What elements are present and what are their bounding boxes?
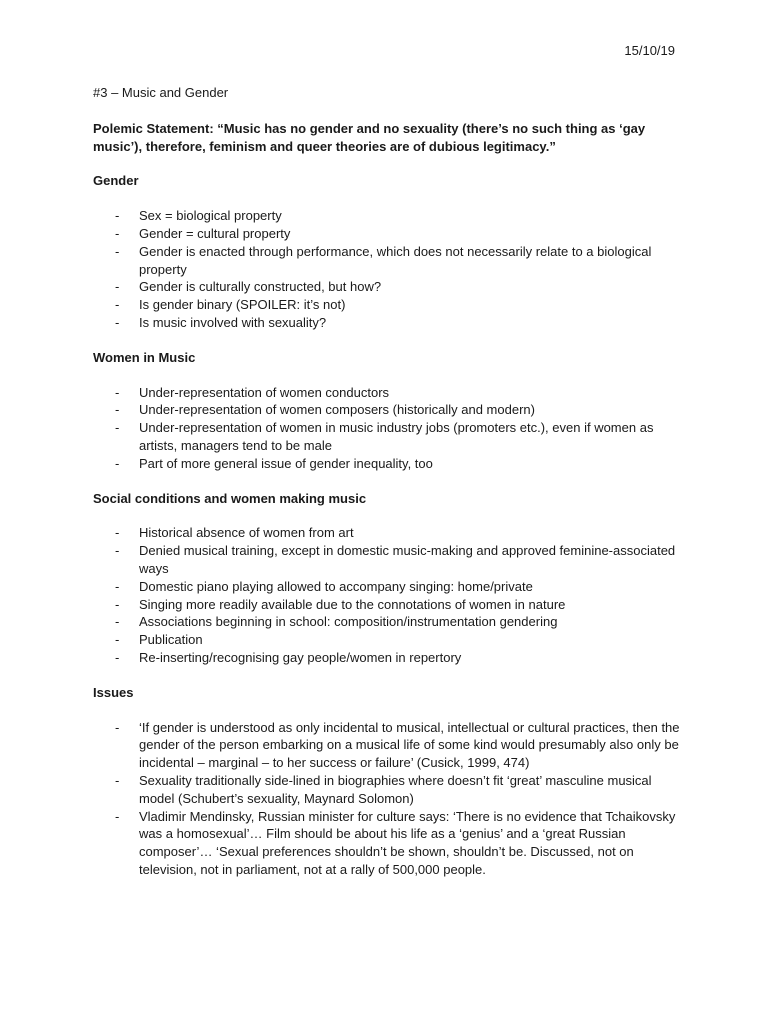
list-item-text: Singing more readily available due to the connotations of women in nature [139, 596, 566, 612]
list-item-text: Gender is enacted through performance, which does not necessarily relate to a biological property [139, 243, 652, 277]
list-item [93, 243, 683, 279]
list-item [93, 631, 683, 649]
list-item [93, 384, 683, 402]
dash-bullet-icon: - [115, 279, 120, 295]
section-heading: Social conditions and women making music [93, 490, 367, 506]
list-item [93, 314, 683, 332]
dash-bullet-icon: - [115, 208, 120, 224]
list-item-text: Sexuality traditionally side-lined in biographies where doesn’t fit ‘great’ masculine musical model (Schubert’s sexuality, Maynard Solomon) [139, 772, 652, 806]
section-heading: Women in Music [93, 349, 196, 365]
list-item-text: Is music involved with sexuality? [139, 314, 327, 330]
dash-bullet-icon: - [115, 772, 120, 788]
list-item [93, 596, 683, 614]
bullet-list [93, 719, 683, 879]
list-item [93, 542, 683, 578]
document-title: #3 – Music and Gender [93, 85, 229, 100]
list-item [93, 207, 683, 225]
dash-bullet-icon: - [115, 402, 120, 418]
list-item [93, 772, 683, 808]
dash-bullet-icon: - [115, 632, 120, 648]
dash-bullet-icon: - [115, 420, 120, 436]
document-page [93, 38, 683, 879]
list-item [93, 296, 683, 314]
section-heading: Issues [93, 684, 134, 700]
dash-bullet-icon: - [115, 614, 120, 630]
list-item-text: Denied musical training, except in domestic music-making and approved feminine-associated ways [139, 543, 676, 576]
bullet-list [93, 207, 683, 332]
list-item-text: Vladimir Mendinsky, Russian minister for culture says: ‘There is no evidence that Tchaikovsky was a homosexual’… Film should be about his life as a ‘genius’ and a ‘great Russian composer’… ‘Sexual preferences shouldn’t be shown, shouldn’t be. Discussed, not on television, not in parliament, not at a rally of 500,000 people. [139, 808, 676, 877]
list-item-text: Part of more general issue of gender inequality, too [139, 455, 433, 471]
dash-bullet-icon: - [115, 719, 120, 735]
list-item-text: Under-representation of women composers (historically and modern) [139, 402, 535, 418]
section-social-conditions [93, 490, 683, 667]
list-item [93, 401, 683, 419]
section-women-in-music [93, 349, 683, 473]
list-item [93, 613, 683, 631]
dash-bullet-icon: - [115, 578, 120, 594]
list-item-text: Under-representation of women conductors [139, 384, 390, 400]
list-item [93, 225, 683, 243]
dash-bullet-icon: - [115, 596, 120, 612]
bullet-list [93, 524, 683, 666]
list-item-text: Sex = biological property [139, 208, 282, 224]
list-item-text: Associations beginning in school: composition/instrumentation gendering [139, 614, 558, 630]
bullet-list [93, 384, 683, 473]
list-item-text: Historical absence of women from art [139, 525, 354, 541]
list-item [93, 649, 683, 667]
section-issues [93, 684, 683, 879]
document-date: 15/10/19 [624, 43, 675, 58]
section-heading: Gender [93, 173, 139, 189]
list-item-text: Under-representation of women in music industry jobs (promoters etc.), even if women as artists, managers tend to be male [139, 420, 654, 453]
list-item-text: ‘If gender is understood as only incidental to musical, intellectual or cultural practices, then the gender of the person embarking on a musical life of some kind would presumably also only be incidental – marginal – to her success or failure’ (Cusick, 1999, 474) [139, 719, 680, 771]
list-item-text: Re-inserting/recognising gay people/women in repertory [139, 649, 462, 665]
list-item-text: Gender is culturally constructed, but how? [139, 279, 382, 295]
list-item [93, 419, 683, 455]
dash-bullet-icon: - [115, 543, 120, 559]
dash-bullet-icon: - [115, 314, 120, 330]
list-item-text: Is gender binary (SPOILER: it’s not) [139, 297, 346, 313]
dash-bullet-icon: - [115, 808, 120, 824]
list-item [93, 578, 683, 596]
list-item-text: Publication [139, 632, 203, 648]
dash-bullet-icon: - [115, 525, 120, 541]
dash-bullet-icon: - [115, 225, 120, 241]
dash-bullet-icon: - [115, 384, 120, 400]
dash-bullet-icon: - [115, 649, 120, 665]
list-item [93, 455, 683, 473]
list-item-text: Gender = cultural property [139, 225, 291, 241]
list-item [93, 278, 683, 296]
section-gender [93, 172, 683, 331]
dash-bullet-icon: - [115, 297, 120, 313]
dash-bullet-icon: - [115, 243, 120, 259]
list-item-text: Domestic piano playing allowed to accompany singing: home/private [139, 578, 533, 594]
list-item [93, 719, 683, 772]
dash-bullet-icon: - [115, 455, 120, 471]
list-item [93, 524, 683, 542]
polemic-statement: Polemic Statement: “Music has no gender and no sexuality (there’s no such thing as ‘gay music’), therefore, feminism and queer theories are of dubious legitimacy.” [93, 120, 646, 154]
list-item [93, 808, 683, 879]
